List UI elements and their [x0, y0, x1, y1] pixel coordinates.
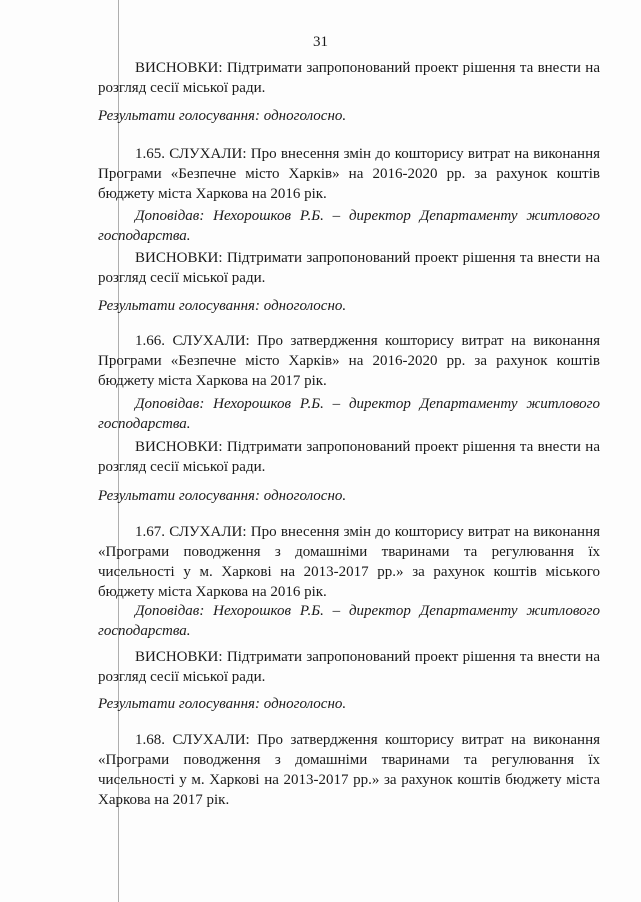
- page-number: 31: [313, 34, 328, 50]
- voting-result: Результати голосування: одноголосно.: [98, 108, 347, 124]
- speaker-paragraph: Доповідав: Нехорошков Р.Б. – директор Департаменту житлового господарства.: [98, 208, 600, 244]
- conclusion-paragraph: ВИСНОВКИ: Підтримати запропонований проект рішення та внести на розгляд сесії міської ради.: [98, 439, 600, 475]
- conclusion-paragraph: ВИСНОВКИ: Підтримати запропонований проект рішення та внести на розгляд сесії міської ради.: [98, 60, 600, 96]
- conclusion-paragraph: ВИСНОВКИ: Підтримати запропонований проект рішення та внести на розгляд сесії міської ради.: [98, 250, 600, 286]
- voting-result: Результати голосування: одноголосно.: [98, 298, 347, 314]
- conclusion-paragraph: ВИСНОВКИ: Підтримати запропонований проект рішення та внести на розгляд сесії міської ради.: [98, 649, 600, 685]
- speaker-paragraph: Доповідав: Нехорошков Р.Б. – директор Департаменту житлового господарства.: [98, 396, 600, 432]
- speaker-paragraph: Доповідав: Нехорошков Р.Б. – директор Департаменту житлового господарства.: [98, 603, 600, 639]
- heard-paragraph-1-65: 1.65. СЛУХАЛИ: Про внесення змін до кошторису витрат на виконання Програми «Безпечне місто Харків» на 2016-2020 рр. за рахунок коштів бюджету міста Харкова на 2016 рік.: [98, 146, 600, 202]
- voting-result: Результати голосування: одноголосно.: [98, 488, 347, 504]
- heard-paragraph-1-68: 1.68. СЛУХАЛИ: Про затвердження кошторису витрат на виконання «Програми поводження з домашніми тваринами та регулювання їх чисельності у м. Харкові на 2013-2017 рр.» за рахунок коштів бюджету міста Харкова на 2017 рік.: [98, 732, 600, 808]
- voting-result: Результати голосування: одноголосно.: [98, 696, 347, 712]
- heard-paragraph-1-67: 1.67. СЛУХАЛИ: Про внесення змін до кошторису витрат на виконання «Програми поводження з домашніми тваринами та регулювання їх чисельності у м. Харкові на 2013-2017 рр.» за рахунок коштів міського бюджету міста Харкова на 2016 рік.: [98, 524, 600, 600]
- heard-paragraph-1-66: 1.66. СЛУХАЛИ: Про затвердження кошторису витрат на виконання Програми «Безпечне місто Харків» на 2016-2020 рр. за рахунок коштів бюджету міста Харкова на 2017 рік.: [98, 333, 600, 389]
